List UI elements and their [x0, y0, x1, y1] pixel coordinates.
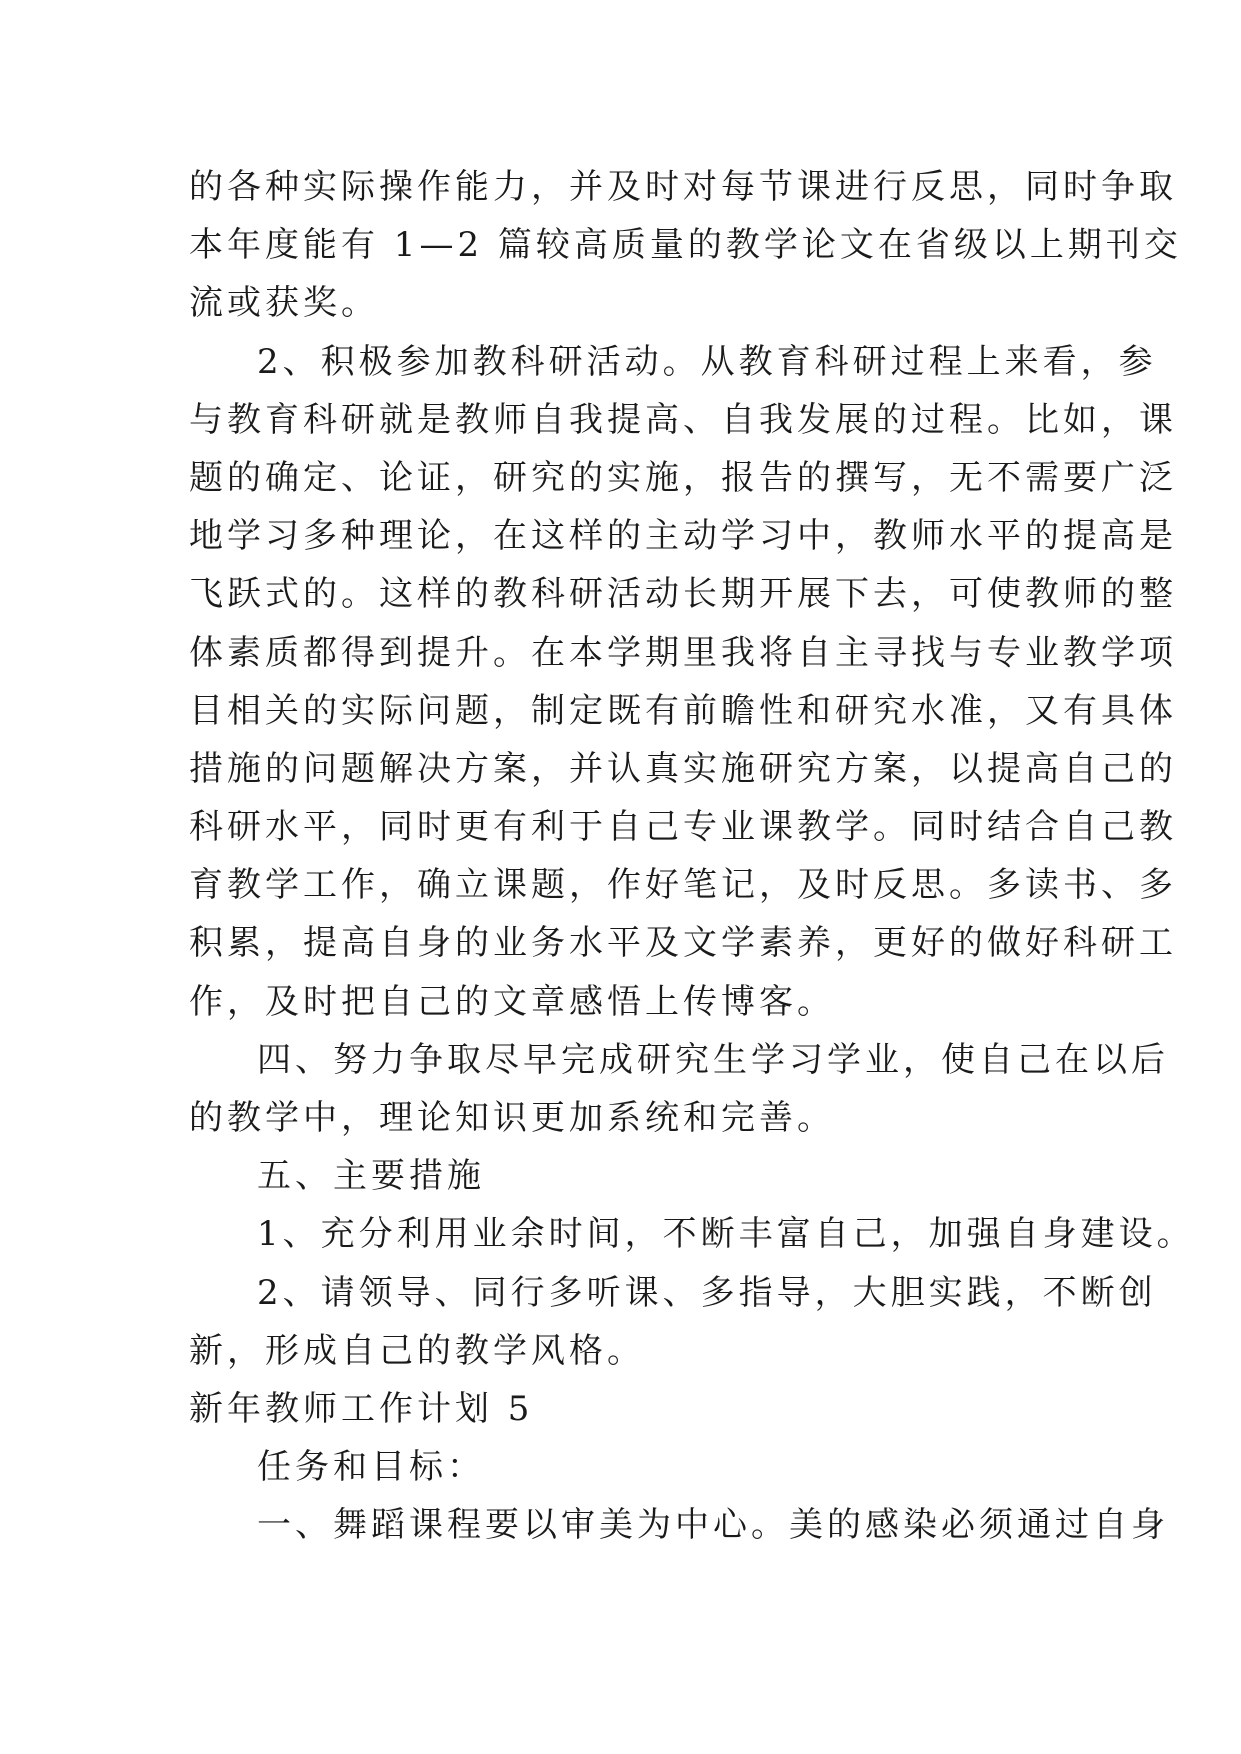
text-line: 题的确定、论证，研究的实施，报告的撰写，无不需要广泛	[189, 457, 1177, 498]
text-line: 地学习多种理论，在这样的主动学习中，教师水平的提高是	[189, 516, 1177, 557]
text-line: 新，形成自己的教学风格。	[189, 1330, 645, 1371]
text-line: 科研水平，同时更有利于自己专业课教学。同时结合自己教	[189, 807, 1177, 848]
text-line: 与教育科研就是教师自我提高、自我发展的过程。比如，课	[189, 399, 1177, 440]
text-line: 措施的问题解决方案，并认真实施研究方案，以提高自己的	[189, 748, 1177, 789]
paragraph-start-line: 2、积极参加教科研活动。从教育科研过程上来看，参	[257, 341, 1157, 382]
text-line: 作，及时把自己的文章感悟上传博客。	[189, 981, 835, 1022]
text-line: 飞跃式的。这样的教科研活动长期开展下去，可使教师的整	[189, 574, 1177, 615]
text-line: 的各种实际操作能力，并及时对每节课进行反思，同时争取	[189, 167, 1177, 207]
section-heading: 任务和目标：	[257, 1447, 485, 1488]
paragraph-start-line: 1、充分利用业余时间，不断丰富自己，加强自身建设。	[257, 1214, 1195, 1255]
text-line: 本年度能有 1—2 篇较高质量的教学论文在省级以上期刊交	[189, 225, 1182, 266]
text-line: 流或获奖。	[189, 283, 379, 324]
document-title: 新年教师工作计划 5	[189, 1388, 534, 1429]
text-line: 育教学工作，确立课题，作好笔记，及时反思。多读书、多	[189, 865, 1177, 906]
text-line: 的教学中，理论知识更加系统和完善。	[189, 1098, 835, 1138]
paragraph-start-line: 一、舞蹈课程要以审美为中心。美的感染必须通过自身	[257, 1505, 1169, 1546]
text-line: 体素质都得到提升。在本学期里我将自主寻找与专业教学项	[189, 632, 1177, 673]
paragraph-start-line: 四、努力争取尽早完成研究生学习学业，使自己在以后	[257, 1039, 1169, 1080]
text-line: 积累，提高自身的业务水平及文学素养，更好的做好科研工	[189, 923, 1177, 964]
paragraph-start-line: 2、请领导、同行多听课、多指导，大胆实践，不断创	[257, 1272, 1157, 1313]
section-heading: 五、主要措施	[257, 1156, 485, 1197]
document-body	[189, 158, 1195, 1555]
text-line: 目相关的实际问题，制定既有前瞻性和研究水准，又有具体	[189, 690, 1177, 731]
